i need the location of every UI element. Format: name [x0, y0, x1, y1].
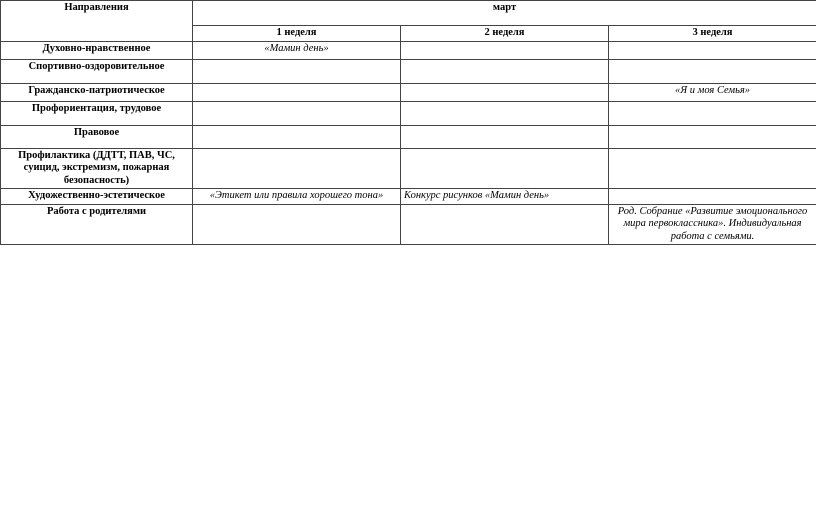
week-2-cell: Конкурс рисунков «Мамин день» [401, 189, 609, 205]
week-3-cell [609, 101, 816, 125]
table-row [1, 204, 816, 245]
direction-cell: Работа с родителями [1, 204, 193, 245]
table-row [1, 148, 816, 189]
week-2-cell [401, 204, 609, 245]
week-1-cell: «Этикет или правила хорошего тона» [193, 189, 401, 205]
table-row [1, 41, 816, 59]
week-1-header: 1 неделя [193, 26, 401, 42]
activity-plan-table [0, 0, 816, 245]
week-1-cell [193, 125, 401, 148]
directions-header: Направления [1, 1, 193, 42]
week-1-cell [193, 83, 401, 101]
table-row [1, 101, 816, 125]
direction-cell: Спортивно-оздоровительное [1, 59, 193, 83]
week-3-cell [609, 148, 816, 189]
week-3-header: 3 неделя [609, 26, 816, 42]
week-2-cell [401, 101, 609, 125]
direction-cell: Правовое [1, 125, 193, 148]
month-header: март [193, 1, 816, 26]
week-2-cell [401, 125, 609, 148]
week-1-cell [193, 59, 401, 83]
week-2-cell [401, 83, 609, 101]
week-3-cell [609, 41, 816, 59]
week-3-cell [609, 189, 816, 205]
direction-cell: Духовно-нравственное [1, 41, 193, 59]
week-2-header: 2 неделя [401, 26, 609, 42]
week-1-cell [193, 148, 401, 189]
week-2-cell [401, 148, 609, 189]
week-1-cell: «Мамин день» [193, 41, 401, 59]
direction-cell: Профилактика (ДДТТ, ПАВ, ЧС, суицид, экстремизм, пожарная безопасность) [1, 148, 193, 189]
table-row [1, 59, 816, 83]
week-2-cell [401, 41, 609, 59]
week-2-cell [401, 59, 609, 83]
week-3-cell [609, 59, 816, 83]
direction-cell: Художественно-эстетическое [1, 189, 193, 205]
week-1-cell [193, 101, 401, 125]
week-3-cell [609, 125, 816, 148]
week-1-cell [193, 204, 401, 245]
direction-cell: Гражданско-патриотическое [1, 83, 193, 101]
table-row [1, 189, 816, 205]
week-3-cell: Род. Собрание «Развитие эмоционального мира первоклассника». Индивидуальная работа с семьями. [609, 204, 816, 245]
week-3-cell: «Я и моя Семья» [609, 83, 816, 101]
direction-cell: Профориентация, трудовое [1, 101, 193, 125]
table-row [1, 125, 816, 148]
table-row [1, 83, 816, 101]
